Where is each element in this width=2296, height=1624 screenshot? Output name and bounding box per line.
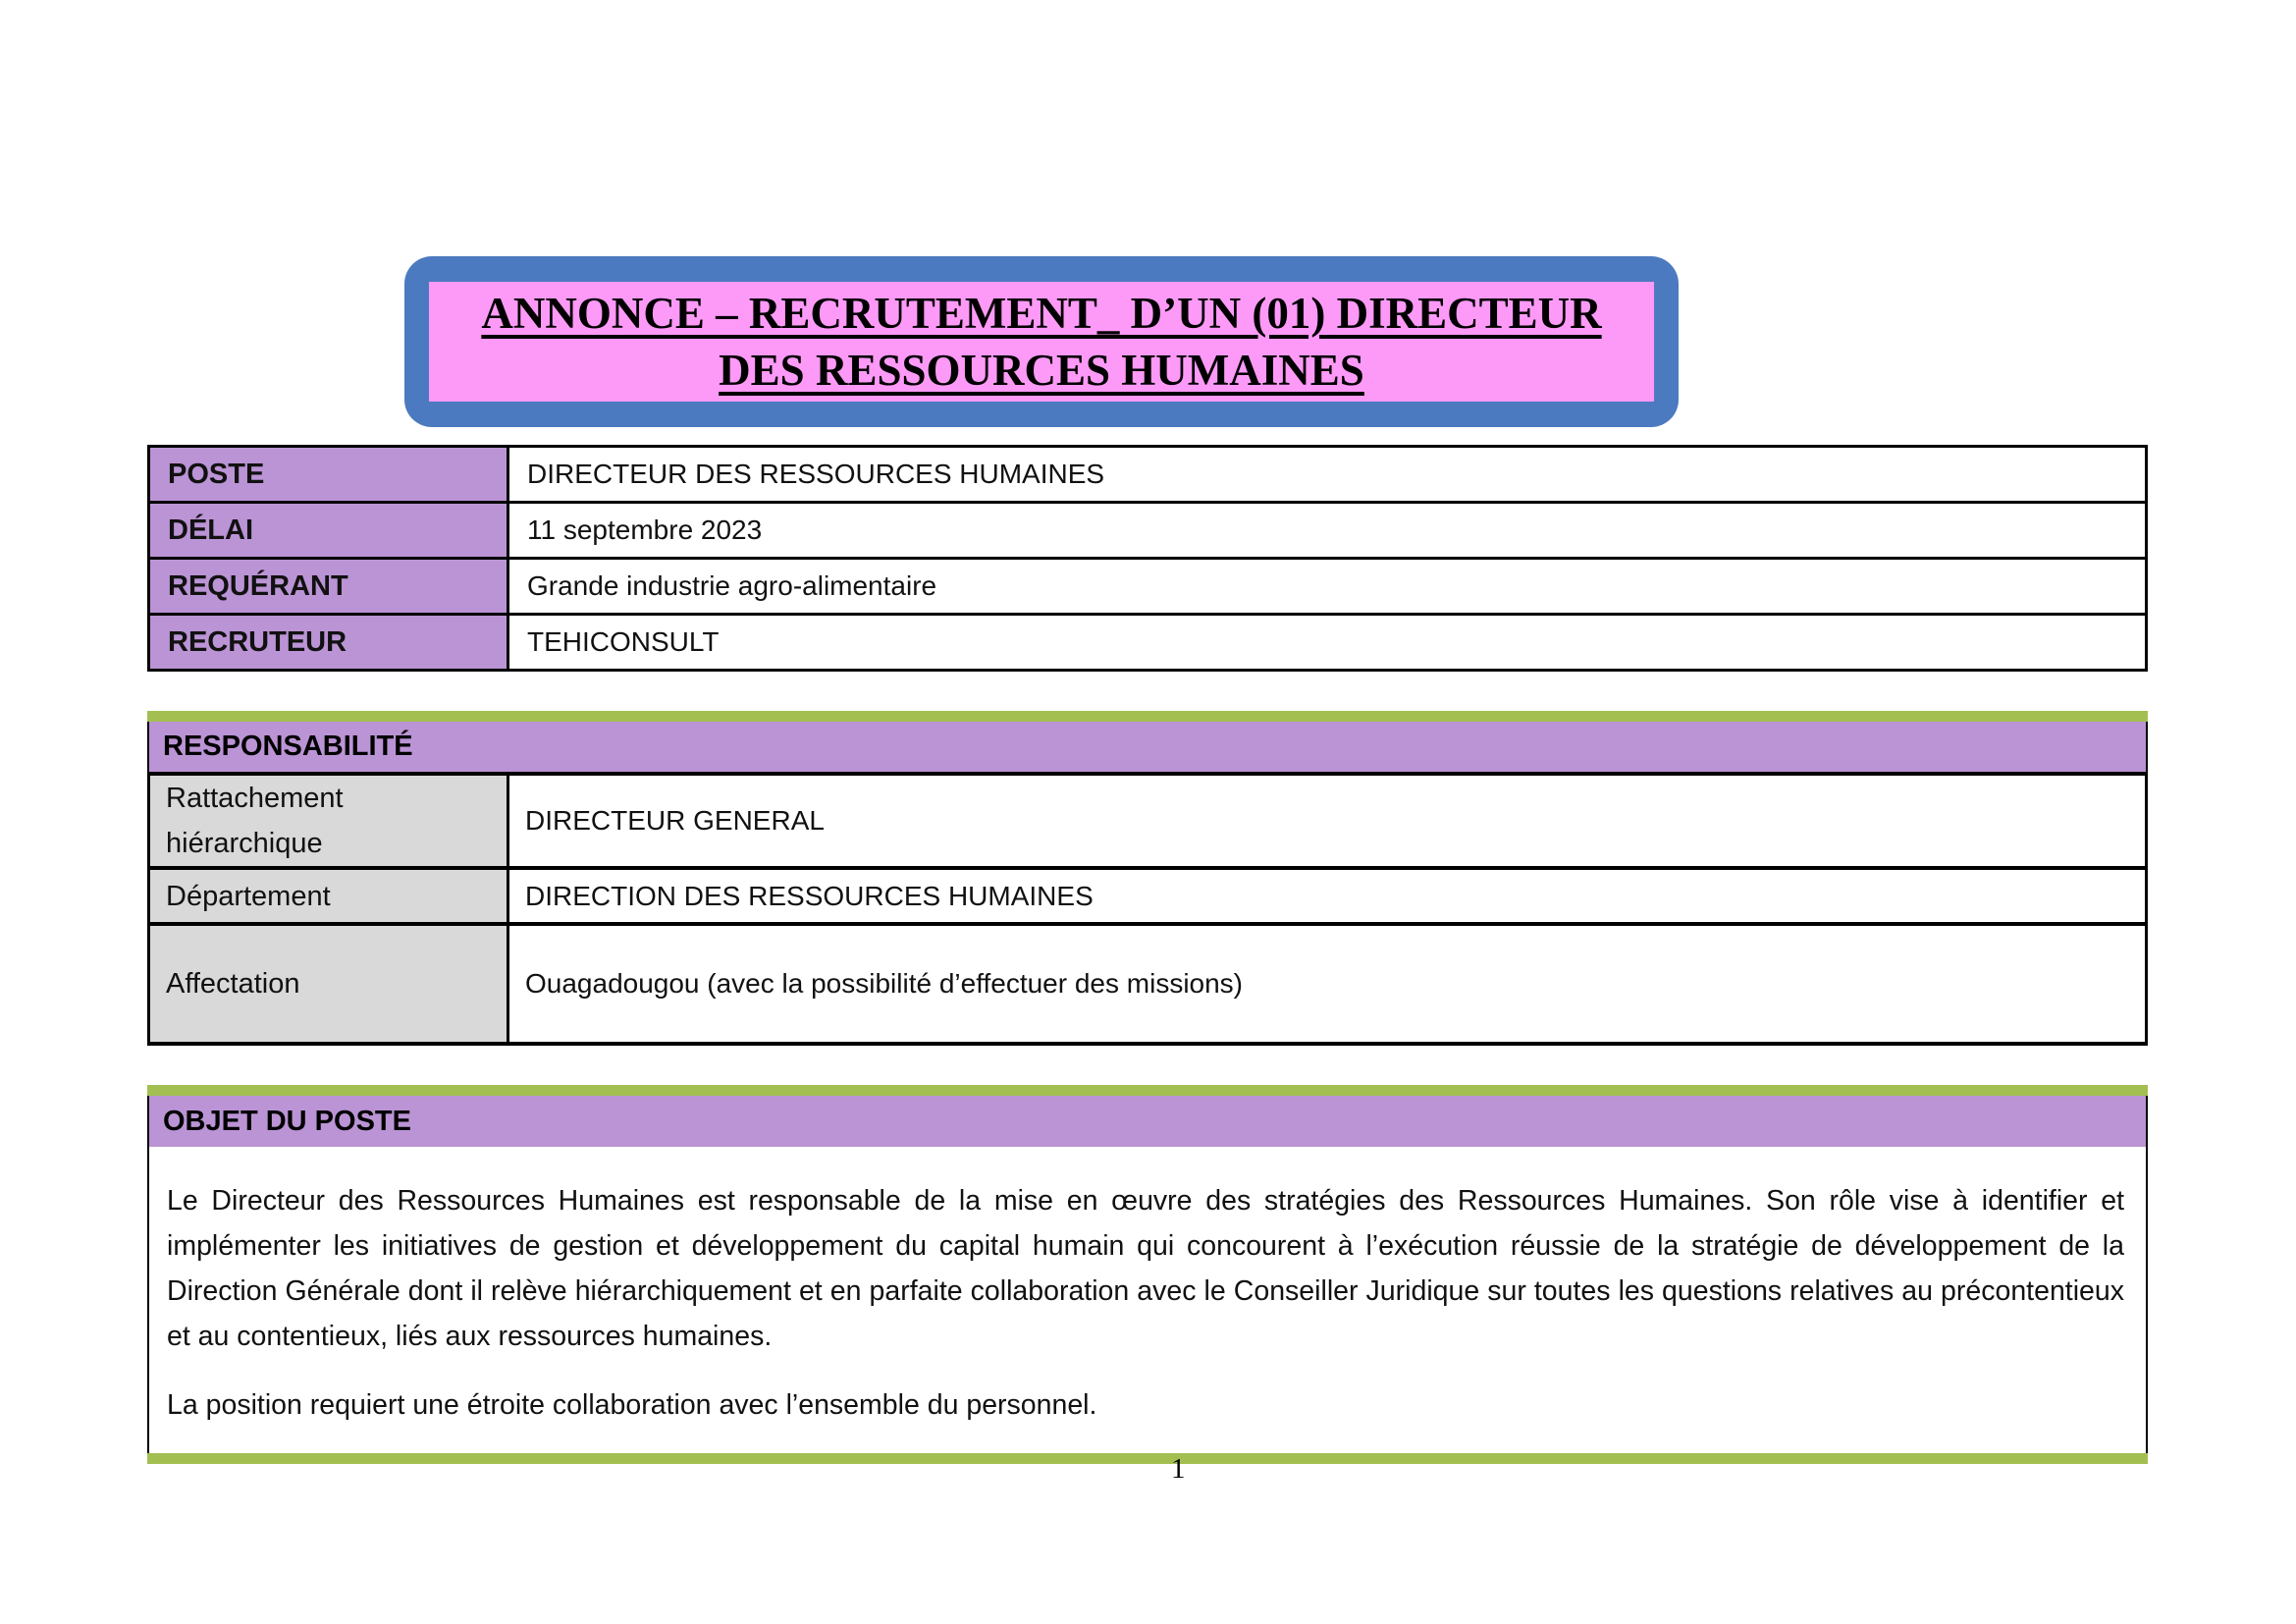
table-row (149, 559, 2147, 615)
title-banner-inner (429, 282, 1654, 402)
objet-paragraph-1: Le Directeur des Ressources Humaines est responsable de la mise en œuvre des stratégies des Ressources Humaines. Son rôle vise à identifier et implémenter les initiatives de gestion et développement du capital humain qui concourent à l’exécution réussie de la stratégie de développement de la Direction Générale dont il relève hiérarchiquement et en parfaite collaboration avec le Conseiller Juridique sur toutes les questions relatives au précontentieux et au contentieux, liés aux ressources humaines. (167, 1185, 2124, 1352)
green-accent-bar-bottom (147, 1453, 2148, 1464)
section-responsabilite (147, 711, 2148, 1046)
table-row (149, 615, 2147, 671)
green-accent-bar-top (147, 1085, 2148, 1096)
summary-label-requerant: REQUÉRANT (149, 559, 508, 615)
table-row (149, 924, 2147, 1044)
summary-value-requerant: Grande industrie agro-alimentaire (508, 559, 2147, 615)
objet-paragraph-2: La position requiert une étroite collaboration avec l’ensemble du personnel. (167, 1389, 1097, 1421)
resp-value-rattachement: DIRECTEUR GENERAL (508, 774, 2147, 868)
document-title: ANNONCE – RECRUTEMENT_ D’UN (01) DIRECTEUR DES RESSOURCES HUMAINES (481, 289, 1602, 395)
summary-label-recruteur: RECRUTEUR (149, 615, 508, 671)
section-objet-du-poste (147, 1085, 2148, 1464)
table-row (149, 868, 2147, 924)
table-row (149, 503, 2147, 559)
page-number: 1 (1171, 1453, 1186, 1485)
title-banner (404, 256, 1679, 427)
resp-label-rattachement: Rattachement hiérarchique (149, 774, 508, 868)
summary-table (147, 445, 2148, 672)
responsabilite-table (147, 772, 2148, 1046)
objet-body (147, 1147, 2148, 1453)
resp-label-affectation: Affectation (149, 924, 508, 1044)
summary-value-recruteur: TEHICONSULT (508, 615, 2147, 671)
summary-value-poste: DIRECTEUR DES RESSOURCES HUMAINES (508, 447, 2147, 503)
resp-value-affectation: Ouagadougou (avec la possibilité d’effectuer des missions) (508, 924, 2147, 1044)
section-header-objet: OBJET DU POSTE (147, 1096, 2148, 1147)
resp-label-departement: Département (149, 868, 508, 924)
summary-label-poste: POSTE (149, 447, 508, 503)
summary-value-delai: 11 septembre 2023 (508, 503, 2147, 559)
green-accent-bar-top (147, 711, 2148, 722)
table-row (149, 774, 2147, 868)
summary-label-delai: DÉLAI (149, 503, 508, 559)
resp-value-departement: DIRECTION DES RESSOURCES HUMAINES (508, 868, 2147, 924)
section-header-responsabilite: RESPONSABILITÉ (147, 722, 2148, 772)
table-row (149, 447, 2147, 503)
